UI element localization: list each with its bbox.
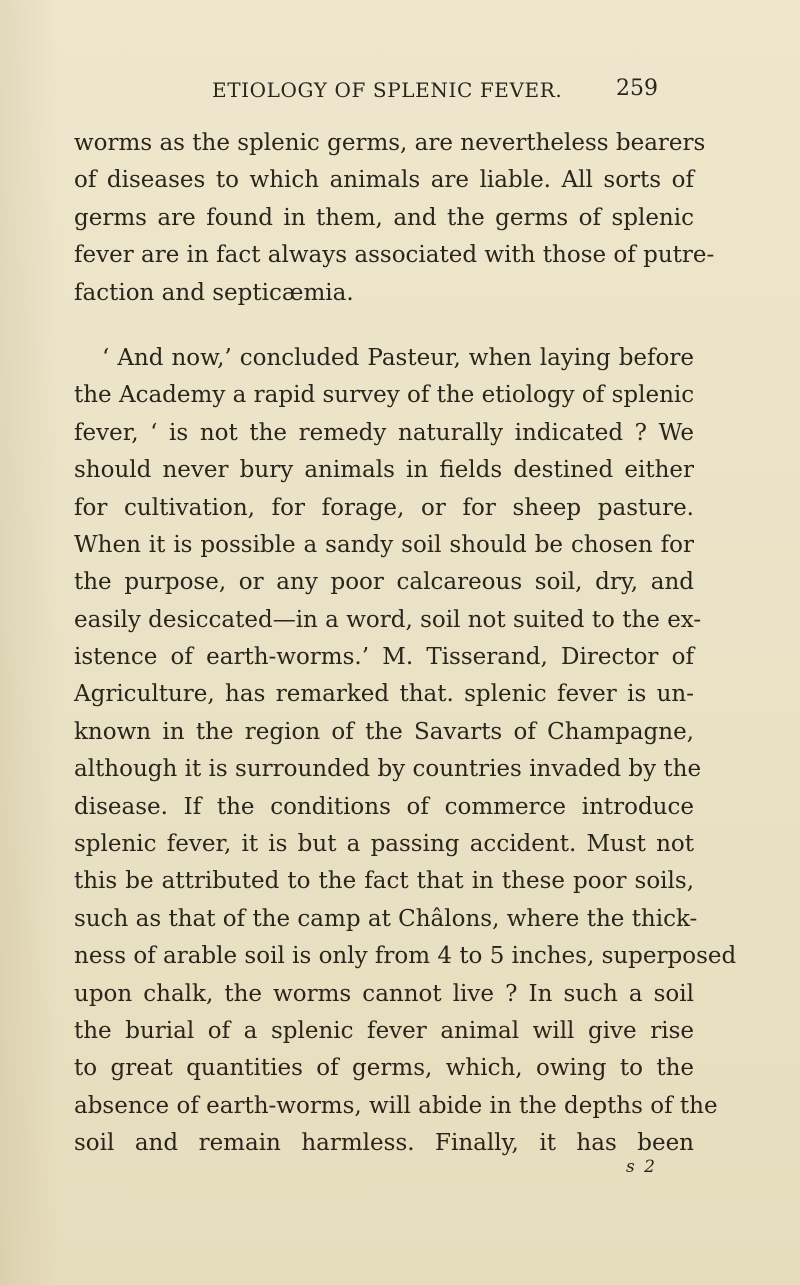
text-line: fever are in fact always associated with those of putre- bbox=[74, 242, 715, 269]
text-line: When it is possible a sandy soil should be chosen for bbox=[74, 531, 694, 558]
text-line: germs are found in them, and the germs of splenic bbox=[74, 204, 694, 231]
paragraph-1 bbox=[74, 125, 715, 312]
text-line: ness of arable soil is only from 4 to 5 inches, superposed bbox=[74, 943, 737, 970]
text-line: worms as the splenic germs, are nevertheless bearers bbox=[74, 130, 706, 156]
running-title: ETIOLOGY OF SPLENIC FEVER. bbox=[212, 78, 563, 102]
text-line: the burial of a splenic fever animal will give rise bbox=[74, 1017, 694, 1044]
text-line: easily desiccated—in a word, soil not suited to the ex- bbox=[74, 606, 702, 633]
text-line: the Academy a rapid survey of the etiology of splenic bbox=[74, 382, 695, 409]
text-line: known in the region of the Savarts of Champagne, bbox=[74, 718, 694, 745]
body-text bbox=[74, 125, 737, 1163]
paragraph-2 bbox=[74, 340, 737, 1163]
text-line: of diseases to which animals are liable. All sorts of bbox=[74, 167, 694, 194]
page-header bbox=[212, 78, 658, 108]
page-number: 259 bbox=[616, 76, 658, 101]
text-line: this be attributed to the fact that in these poor soils, bbox=[74, 868, 694, 895]
text-line: Agriculture, has remarked that. splenic fever is un- bbox=[74, 681, 694, 708]
text-line: fever, ‘ is not the remedy naturally indicated ? We bbox=[74, 419, 694, 446]
text-line: upon chalk, the worms cannot live ? In such a soil bbox=[74, 980, 694, 1007]
text-line: istence of earth-worms.’ M. Tisserand, Director of bbox=[74, 644, 694, 671]
text-line: absence of earth-worms, will abide in the depths of the bbox=[74, 1092, 718, 1119]
text-line: for cultivation, for forage, or for sheep pasture. bbox=[74, 494, 694, 521]
text-line: disease. If the conditions of commerce introduce bbox=[74, 793, 694, 820]
text-line: to great quantities of germs, which, owing to the bbox=[74, 1055, 694, 1082]
text-line: the purpose, or any poor calcareous soil, dry, and bbox=[74, 569, 694, 596]
text-line: ‘ And now,’ concluded Pasteur, when laying before bbox=[102, 344, 694, 371]
text-line: faction and septicæmia. bbox=[74, 279, 354, 306]
text-line: splenic fever, it is but a passing accident. Must not bbox=[74, 831, 694, 858]
text-line: such as that of the camp at Châlons, where the thick- bbox=[74, 905, 698, 932]
signature-mark: s 2 bbox=[626, 1157, 657, 1177]
text-line: although it is surrounded by countries invaded by the bbox=[74, 756, 702, 783]
text-line: soil and remain harmless. Finally, it has been bbox=[74, 1130, 694, 1157]
text-line: should never bury animals in fields destined either bbox=[74, 457, 694, 484]
